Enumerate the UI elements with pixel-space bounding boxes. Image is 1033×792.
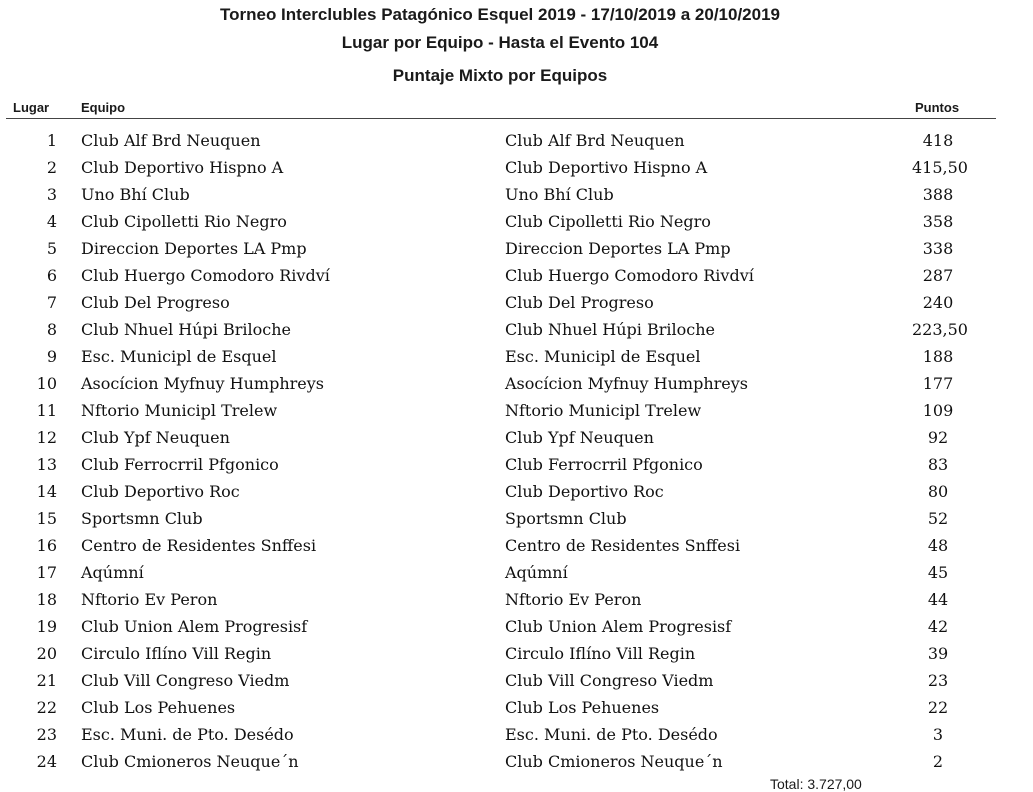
row-team-repeat: Nftorio Ev Peron [505,590,642,609]
row-place: 16 [36,536,57,555]
row-place: 24 [36,752,57,771]
row-points: 358 [922,212,954,231]
row-points: 23 [927,671,949,690]
row-team: Club Cmioneros Neuque´n [81,752,299,771]
row-points: 2 [932,752,944,771]
row-team: Uno Bhí Club [81,185,190,204]
row-place: 9 [46,347,57,366]
row-team: Club Los Pehuenes [81,698,236,717]
row-team: Club Ypf Neuquen [81,428,230,447]
row-points: 109 [922,401,954,420]
table-row [0,478,1033,505]
row-points: 42 [927,617,949,636]
row-points: 92 [927,428,949,447]
row-points: 52 [927,509,949,528]
row-team-repeat: Club Los Pehuenes [505,698,660,717]
row-points: 338 [922,239,954,258]
table-row [0,316,1033,343]
row-team: Club Deportivo Hispno A [81,158,284,177]
row-team-repeat: Club Alf Brd Neuquen [505,131,685,150]
table-row [0,640,1033,667]
row-points: 418 [922,131,954,150]
row-team-repeat: Club Deportivo Roc [505,482,664,501]
row-place: 5 [46,239,57,258]
table-row [0,424,1033,451]
table-row [0,262,1033,289]
page-subtitle: Lugar por Equipo - Hasta el Evento 104 [341,33,659,52]
table-row [0,667,1033,694]
column-header-puntos: Puntos [915,100,960,115]
row-team: Direccion Deportes LA Pmp [81,239,307,258]
row-team: Esc. Muni. de Pto. Desédo [81,725,294,744]
table-row [0,343,1033,370]
row-team-repeat: Club Vill Congreso Viedm [505,671,714,690]
row-place: 10 [36,374,57,393]
table-row [0,748,1033,775]
row-points: 44 [927,590,949,609]
row-team: Club Deportivo Roc [81,482,240,501]
row-team: Nftorio Ev Peron [81,590,218,609]
row-team-repeat: Club Union Alem Progresisf [505,617,732,636]
row-place: 8 [46,320,57,339]
row-team-repeat: Esc. Muni. de Pto. Desédo [505,725,718,744]
table-row [0,127,1033,154]
row-team-repeat: Nftorio Municipl Trelew [505,401,702,420]
standings-table [0,127,1033,775]
row-team: Club Ferrocrril Pfgonico [81,455,279,474]
row-team-repeat: Aqúmní [505,563,568,582]
total-points: Total: 3.727,00 [770,776,862,792]
row-team-repeat: Club Ypf Neuquen [505,428,654,447]
row-points: 83 [927,455,949,474]
row-team-repeat: Club Cipolletti Rio Negro [505,212,711,231]
row-team: Centro de Residentes Snffesi [81,536,317,555]
row-team-repeat: Club Huergo Comodoro Rivdví [505,266,754,285]
row-place: 13 [36,455,57,474]
row-place: 18 [36,590,57,609]
row-place: 19 [36,617,57,636]
column-header-lugar: Lugar [13,100,50,115]
row-team-repeat: Club Ferrocrril Pfgonico [505,455,703,474]
row-team: Aqúmní [81,563,144,582]
table-row [0,505,1033,532]
row-place: 17 [36,563,57,582]
row-team: Club Cipolletti Rio Negro [81,212,287,231]
row-points: 188 [922,347,954,366]
row-team: Club Vill Congreso Viedm [81,671,290,690]
row-team-repeat: Sportsmn Club [505,509,627,528]
row-team: Club Alf Brd Neuquen [81,131,261,150]
table-row [0,370,1033,397]
row-points: 287 [922,266,954,285]
row-place: 4 [46,212,57,231]
row-points: 415,50 [912,158,968,177]
row-team-repeat: Esc. Municipl de Esquel [505,347,701,366]
section-title: Puntaje Mixto por Equipos [392,66,608,85]
row-place: 7 [46,293,57,312]
row-points: 388 [922,185,954,204]
row-place: 11 [36,401,57,420]
table-row [0,532,1033,559]
column-header-equipo: Equipo [81,100,126,115]
row-team-repeat: Club Del Progreso [505,293,654,312]
row-points: 48 [927,536,949,555]
table-row [0,613,1033,640]
row-points: 240 [922,293,954,312]
row-team-repeat: Asocícion Myfnuy Humphreys [505,374,748,393]
row-place: 14 [36,482,57,501]
table-row [0,694,1033,721]
row-team-repeat: Centro de Residentes Snffesi [505,536,741,555]
table-row [0,451,1033,478]
row-place: 6 [46,266,57,285]
row-points: 22 [927,698,949,717]
row-team-repeat: Club Deportivo Hispno A [505,158,708,177]
row-team-repeat: Club Nhuel Húpi Briloche [505,320,715,339]
row-points: 3 [932,725,944,744]
row-points: 39 [927,644,949,663]
header-divider [6,118,996,119]
table-row [0,397,1033,424]
row-place: 2 [46,158,57,177]
row-place: 15 [36,509,57,528]
row-place: 22 [36,698,57,717]
row-team: Asocícion Myfnuy Humphreys [81,374,324,393]
row-team-repeat: Uno Bhí Club [505,185,614,204]
row-team: Club Huergo Comodoro Rivdví [81,266,330,285]
table-row [0,289,1033,316]
row-place: 12 [36,428,57,447]
row-points: 80 [927,482,949,501]
row-points: 45 [927,563,949,582]
table-row [0,721,1033,748]
row-team: Nftorio Municipl Trelew [81,401,278,420]
row-place: 21 [36,671,57,690]
table-row [0,559,1033,586]
row-team: Circulo Iflíno Vill Regin [81,644,272,663]
row-place: 3 [46,185,57,204]
row-points: 177 [922,374,954,393]
row-team: Club Union Alem Progresisf [81,617,308,636]
row-place: 1 [46,131,57,150]
row-place: 23 [36,725,57,744]
row-points: 223,50 [912,320,968,339]
table-row [0,154,1033,181]
row-place: 20 [36,644,57,663]
table-row [0,586,1033,613]
row-team-repeat: Direccion Deportes LA Pmp [505,239,731,258]
table-row [0,181,1033,208]
row-team-repeat: Club Cmioneros Neuque´n [505,752,723,771]
row-team: Club Del Progreso [81,293,230,312]
row-team-repeat: Circulo Iflíno Vill Regin [505,644,696,663]
page-title: Torneo Interclubles Patagónico Esquel 2019 - 17/10/2019 a 20/10/2019 [219,5,780,24]
table-row [0,208,1033,235]
row-team: Sportsmn Club [81,509,203,528]
row-team: Club Nhuel Húpi Briloche [81,320,291,339]
table-row [0,235,1033,262]
row-team: Esc. Municipl de Esquel [81,347,277,366]
